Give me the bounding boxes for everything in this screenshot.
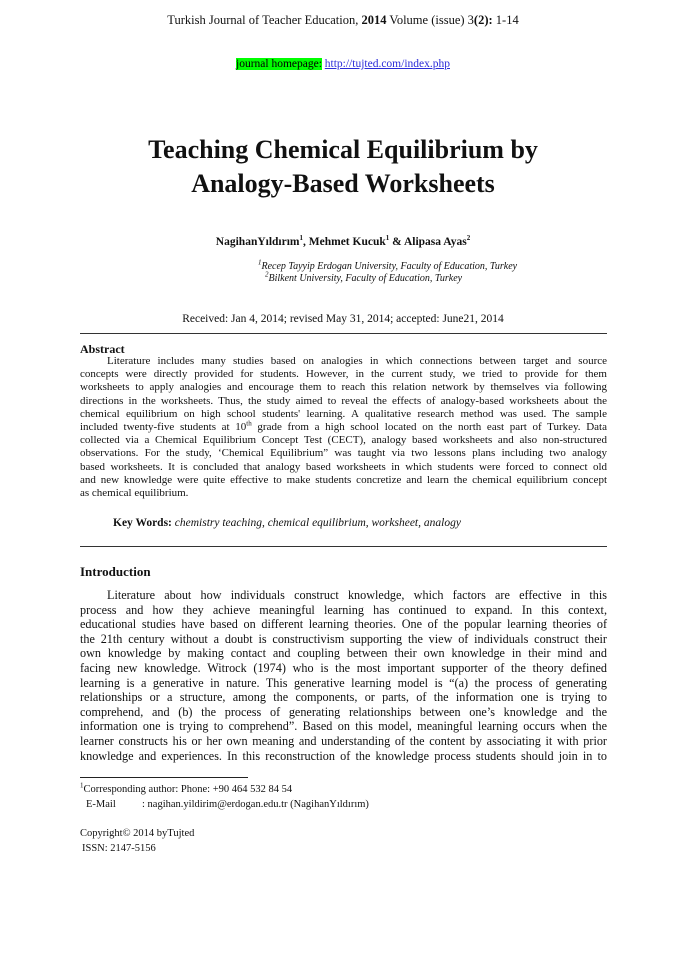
- abstract-line: based worksheets. It is concluded that analogy based worksheets in which students were forced to connect old: [80, 460, 607, 473]
- abstract-line: chemical equilibrium on high school students' learning. A qualitative research method was used. The sample: [80, 407, 607, 420]
- journal-pages: 1-14: [492, 13, 519, 27]
- introduction-body: [80, 588, 607, 763]
- introduction-line: information one is trying to comprehend”. Based on this model, meaningful learning occurs when the: [80, 719, 607, 734]
- divider: [80, 333, 607, 334]
- introduction-line: process and how they achieve meaningful learning has continued to expand. In this context,: [80, 602, 607, 617]
- author: NagihanYıldırım$^1$,: [215, 234, 309, 248]
- abstract-line: concepts were directly provided for students. However, in the current study, we tried to provide for them: [80, 368, 607, 381]
- abstract-line: included twenty-five students at 10th grade from a high school located on the north east part of Turkey. Data: [80, 419, 607, 433]
- author: Mehmet Kucuk$^1$ &: [308, 234, 404, 248]
- footnote-divider: [80, 777, 248, 778]
- abstract-line: observations. For the study, ‘Chemical Equilibrium” was taught via two lessons plans including two analogy: [80, 447, 607, 460]
- abstract-body: [80, 355, 607, 500]
- journal-homepage: [0, 58, 686, 70]
- introduction-line: the 21th century without a doubt is constructivism supporting the view of individuals construct their: [80, 631, 607, 646]
- introduction-line: own knowledge by making contact and coupling between their own knowledge in their mind and: [80, 646, 607, 661]
- paper-title-line1: Teaching Chemical Equilibrium by: [148, 135, 538, 164]
- affiliation: $^2$Bilkent University, Faculty of Education, Turkey: [265, 270, 463, 284]
- keywords: [113, 517, 461, 529]
- footnote-corresponding-author: $^1$Corresponding author: Phone: +90 464 532 84 54: [80, 781, 293, 795]
- paper-title-line2: Analogy-Based Worksheets: [191, 169, 495, 198]
- running-header: [0, 13, 686, 28]
- homepage-label: journal homepage:: [236, 58, 322, 70]
- journal-year: 2014: [361, 13, 387, 27]
- abstract-heading: Abstract: [80, 342, 125, 356]
- introduction-line: educational studies have based on different learning theories. One of the popular learning theories of: [80, 617, 607, 632]
- divider: [80, 546, 607, 547]
- journal-issue: (2):: [473, 13, 493, 27]
- abstract-line: directions in the worksheets. Thus, the study aimed to reveal the effects of analogy-based worksheets about the: [80, 394, 607, 407]
- keywords-label: Key Words:: [113, 517, 172, 529]
- introduction-line: comprehend, and (b) the process of generating relationships between one’s knowledge and the: [80, 704, 607, 719]
- keywords-value: chemistry teaching, chemical equilibrium, worksheet, analogy: [171, 517, 461, 529]
- abstract-line: as chemical equilibrium.: [80, 486, 189, 499]
- abstract-line: worksheets to apply analogies and encourage them to reach this relation network by themselves via following: [80, 381, 607, 394]
- author: Alipasa Ayas$^2$: [403, 234, 471, 248]
- author-list: [0, 236, 686, 248]
- introduction-line: relationships or a structure, among the components, or parts, of the information one is trying to: [80, 690, 607, 705]
- homepage-link[interactable]: http://tujted.com/index.php: [324, 58, 450, 70]
- affiliation: $^1$Recep Tayyip Erdogan University, Faculty of Education, Turkey: [258, 258, 518, 272]
- introduction-heading: Introduction: [80, 564, 151, 579]
- journal-volume: Volume (issue) 3: [386, 13, 474, 27]
- introduction-line: Literature about how individuals construct knowledge, which factors are effective in this: [107, 588, 607, 602]
- abstract-line: Literature includes many studies based on analogies in which connections between target and source: [107, 355, 607, 367]
- abstract-line: and new knowledge were quite effective to make students concretize and learn the chemical equilibrium concept: [80, 473, 607, 486]
- abstract-line: collected via a Chemical Equilibrium Concept Test (CECT), analogy based worksheets and also non-structured: [80, 434, 607, 447]
- received-dates: Received: Jan 4, 2014; revised May 31, 2014; accepted: June21, 2014: [182, 313, 504, 325]
- introduction-line: knowledge and experiences. In this reconstruction of the knowledge process students should join in to: [80, 748, 607, 763]
- introduction-line: learning is a generative in nature. This generative learning model is “(a) the process of generating: [80, 675, 607, 690]
- introduction-line: learner constructs his or her own meaning and understanding of the content by associating it with prior: [80, 733, 607, 748]
- journal-name: Turkish Journal of Teacher Education,: [167, 13, 362, 27]
- copyright: Copyright© 2014 byTujted: [80, 828, 195, 839]
- issn: ISSN: 2147-5156: [82, 843, 156, 854]
- introduction-line: facing new knowledge. Witrock (1974) who is the most important supporter of the theory defined: [80, 660, 607, 675]
- footnote-email: E-Mail : nagihan.yildirim@erdogan.edu.tr (NagihanYıldırım): [86, 799, 369, 810]
